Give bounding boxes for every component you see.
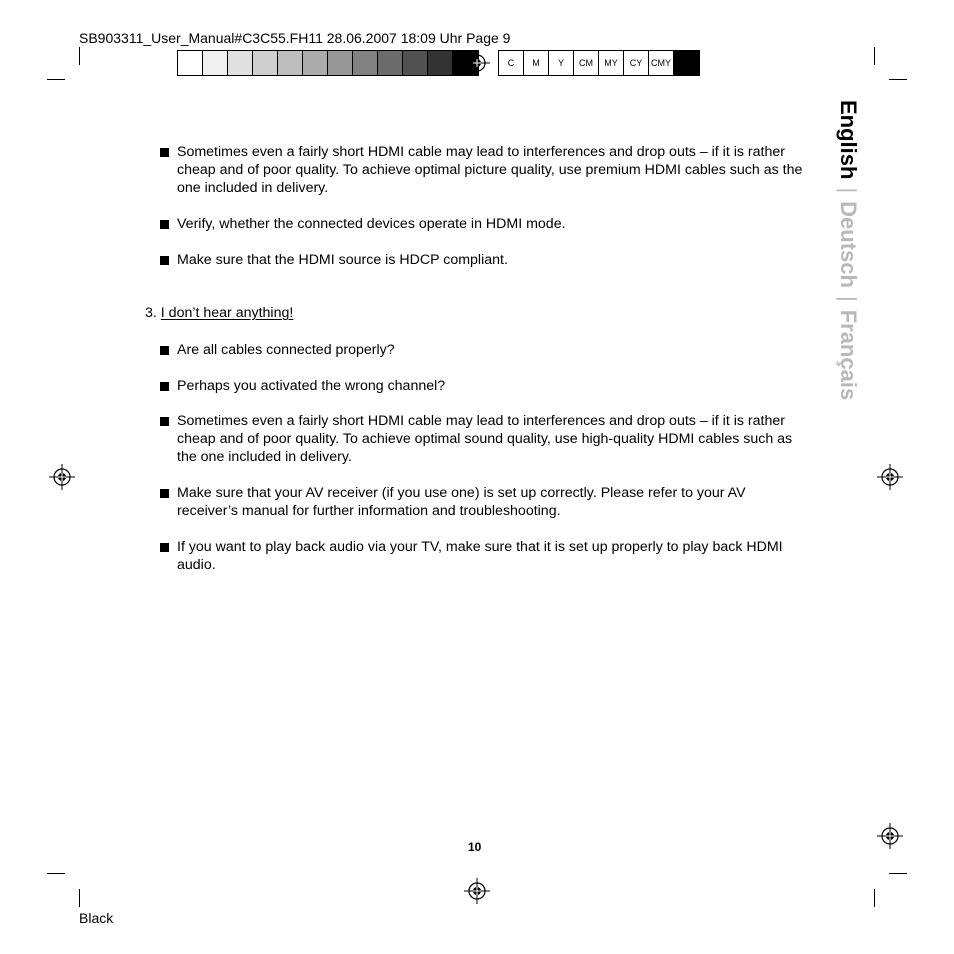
crop-mark bbox=[79, 47, 80, 65]
crop-mark bbox=[889, 79, 907, 80]
list-item bbox=[160, 143, 810, 197]
registration-mark-icon bbox=[877, 823, 903, 849]
gray-swatch bbox=[178, 51, 203, 75]
swatch-label: CY bbox=[629, 58, 643, 68]
list-item bbox=[160, 215, 810, 233]
swatch-label: M bbox=[532, 58, 540, 68]
gray-swatch bbox=[328, 51, 353, 75]
bullet-square-icon bbox=[160, 543, 169, 552]
list-item-text: If you want to play back audio via your TV, make sure that it is set up properly to play back HDMI audio. bbox=[177, 539, 783, 573]
swatch-label: C bbox=[507, 58, 515, 68]
section-heading bbox=[145, 305, 293, 321]
bullet-square-icon bbox=[160, 220, 169, 229]
language-separator: | bbox=[836, 295, 861, 302]
page-number: 10 bbox=[468, 840, 482, 854]
gray-swatch bbox=[278, 51, 303, 75]
swatch-label: CMY bbox=[651, 58, 671, 68]
list-item bbox=[160, 341, 810, 359]
crop-mark bbox=[47, 79, 65, 80]
bullet-square-icon bbox=[160, 346, 169, 355]
cmyk-swatch bbox=[524, 51, 549, 75]
crop-mark bbox=[889, 873, 907, 874]
list-item-text: Make sure that your AV receiver (if you use one) is set up correctly. Please refer to your AV receiver’s manual for further information and troubleshooting. bbox=[177, 485, 746, 519]
cmyk-swatch bbox=[624, 51, 649, 75]
swatch-label: MY bbox=[604, 58, 618, 68]
gray-swatch bbox=[378, 51, 403, 75]
section-number: 3. bbox=[145, 305, 157, 321]
registration-mark-icon bbox=[49, 464, 75, 490]
language-separator: | bbox=[836, 187, 861, 194]
gray-swatch bbox=[403, 51, 428, 75]
list-item-text: Verify, whether the connected devices operate in HDMI mode. bbox=[177, 216, 566, 232]
cmyk-swatch bbox=[499, 51, 524, 75]
cmyk-swatch bbox=[549, 51, 574, 75]
cmyk-swatch bbox=[674, 51, 699, 75]
grayscale-color-bar bbox=[177, 50, 479, 76]
bullet-square-icon bbox=[160, 489, 169, 498]
gray-swatch bbox=[203, 51, 228, 75]
language-deutsch: Deutsch bbox=[836, 201, 861, 288]
language-tab bbox=[826, 100, 870, 430]
bullet-square-icon bbox=[160, 417, 169, 426]
crop-mark bbox=[874, 47, 875, 65]
registration-mark-icon bbox=[464, 50, 490, 76]
bullet-square-icon bbox=[160, 256, 169, 265]
section-title: I don’t hear anything! bbox=[160, 305, 294, 321]
list-item bbox=[160, 412, 810, 466]
language-tab-text bbox=[835, 100, 861, 400]
registration-mark-icon bbox=[877, 464, 903, 490]
gray-swatch bbox=[353, 51, 378, 75]
language-english: English bbox=[836, 100, 861, 180]
print-slug: SB903311_User_Manual#C3C55.FH11 28.06.2007 18:09 Uhr Page 9 bbox=[79, 30, 511, 46]
bullet-square-icon bbox=[160, 382, 169, 391]
crop-mark bbox=[874, 889, 875, 907]
list-item bbox=[160, 377, 810, 395]
list-item-text: Sometimes even a fairly short HDMI cable may lead to interferences and drop outs – if it is rather cheap and of poor quality. To achieve optimal picture quality, use premium HDMI cables such as the one included in delivery. bbox=[177, 144, 803, 196]
cmyk-color-bar bbox=[498, 50, 700, 76]
plate-label: Black bbox=[79, 910, 114, 926]
crop-mark bbox=[79, 889, 80, 907]
gray-swatch bbox=[303, 51, 328, 75]
gray-swatch bbox=[428, 51, 453, 75]
registration-mark-icon bbox=[464, 878, 490, 904]
list-item-text: Are all cables connected properly? bbox=[177, 342, 395, 358]
swatch-label: CM bbox=[579, 58, 593, 68]
cmyk-swatch bbox=[574, 51, 599, 75]
gray-swatch bbox=[228, 51, 253, 75]
list-item bbox=[160, 484, 810, 520]
cmyk-swatch bbox=[599, 51, 624, 75]
list-item bbox=[160, 251, 810, 269]
language-francais: Français bbox=[836, 309, 861, 401]
list-item-text: Perhaps you activated the wrong channel? bbox=[177, 378, 446, 394]
cmyk-swatch bbox=[649, 51, 674, 75]
swatch-label: Y bbox=[557, 58, 564, 68]
list-item bbox=[160, 538, 810, 574]
gray-swatch bbox=[253, 51, 278, 75]
crop-mark bbox=[47, 873, 65, 874]
list-item-text: Sometimes even a fairly short HDMI cable may lead to interferences and drop outs – if it is rather cheap and of poor quality. To achieve optimal sound quality, use high-quality HDMI cables such as the one included in delivery. bbox=[177, 413, 793, 465]
bullet-square-icon bbox=[160, 148, 169, 157]
list-item-text: Make sure that the HDMI source is HDCP compliant. bbox=[177, 252, 508, 268]
